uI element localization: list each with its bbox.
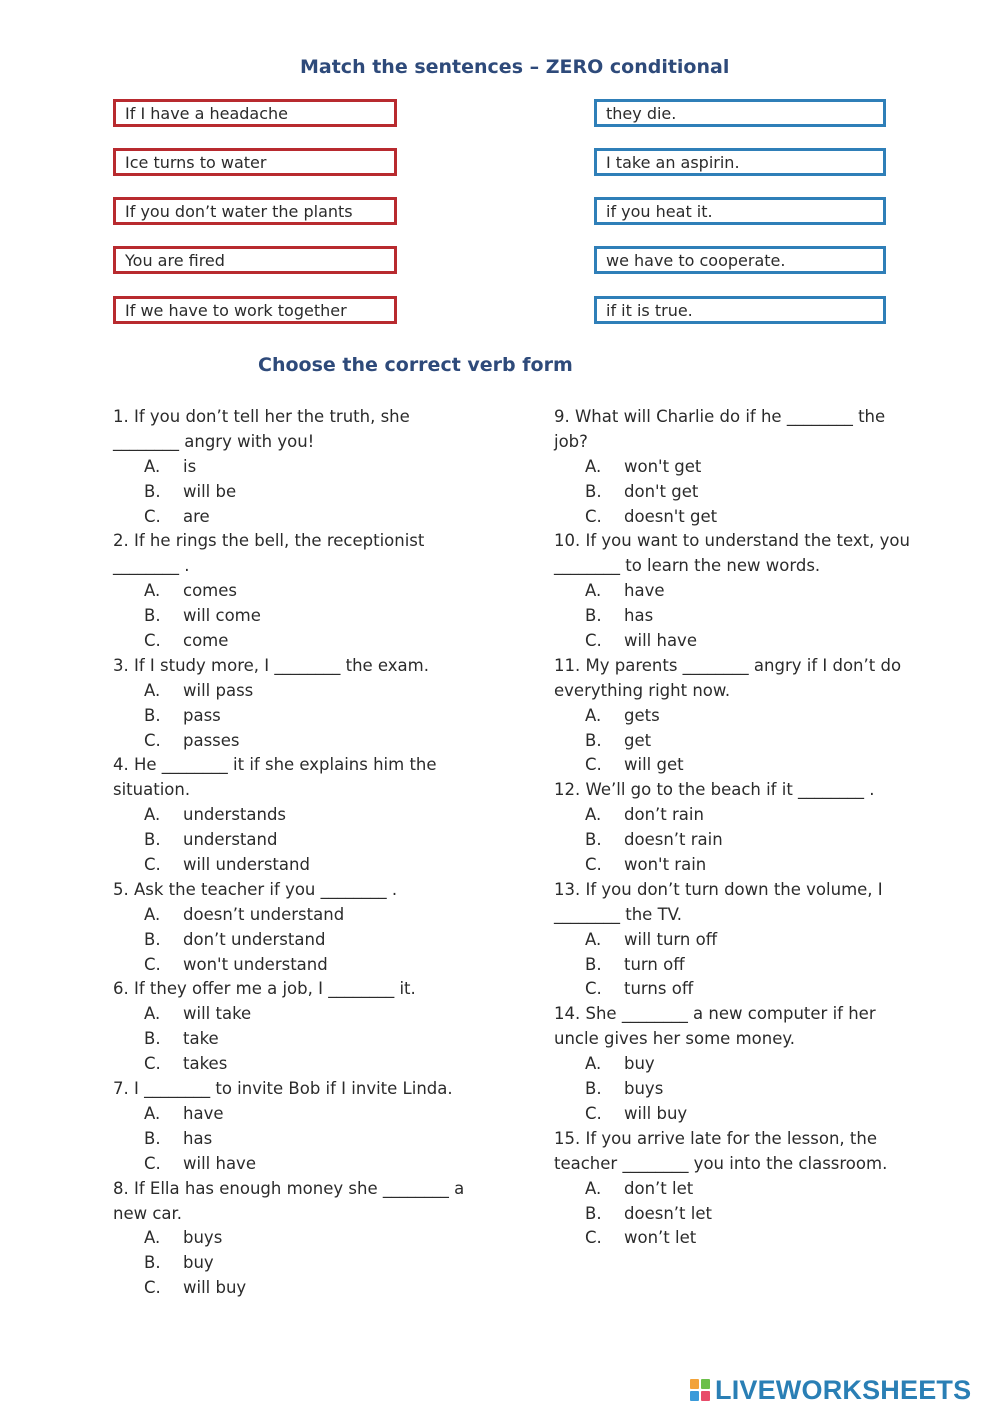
option-letter: A. [585,581,602,601]
answer-option[interactable] [113,579,503,604]
option-text: won’t let [624,1228,697,1248]
questions-column-left [113,405,503,1301]
option-text: buys [183,1228,223,1248]
question-text: ________ to learn the new words. [554,556,821,576]
option-letter: A. [144,581,161,601]
question-block [554,405,944,529]
option-letter: A. [585,456,602,476]
option-letter: C. [585,755,602,775]
answer-option[interactable] [113,1127,503,1152]
question-block [554,778,944,878]
answer-option[interactable] [554,505,944,530]
option-text: won't understand [183,954,328,974]
answer-option[interactable] [113,853,503,878]
option-letter: C. [585,1103,602,1123]
question-text: 5. Ask the teacher if you ________ . [113,879,398,899]
question-text: situation. [113,780,191,800]
question-text: 9. What will Charlie do if he ________ the [554,407,886,426]
left-sentence-box[interactable]: If we have to work together [113,296,397,324]
option-letter: B. [144,1253,161,1273]
answer-option[interactable] [554,604,944,629]
answer-option[interactable] [113,953,503,978]
left-sentence-box[interactable]: If you don’t water the plants [113,197,397,225]
option-text: buy [624,1054,655,1074]
option-letter: A. [585,929,602,949]
option-letter: A. [144,680,161,700]
option-text: don’t understand [183,929,326,949]
option-letter: A. [144,456,161,476]
question-text: teacher ________ you into the classroom. [554,1153,888,1173]
option-letter: C. [585,506,602,526]
option-letter: A. [585,805,602,825]
option-text: doesn’t let [624,1203,712,1223]
option-letter: C. [144,1054,161,1074]
option-text: will turn off [624,929,718,949]
question-block [554,1002,944,1126]
answer-option[interactable] [113,1226,503,1251]
option-letter: C. [585,855,602,875]
right-sentence-box[interactable]: if it is true. [594,296,886,324]
option-letter: B. [144,481,161,501]
answer-option[interactable] [113,803,503,828]
option-letter: C. [144,954,161,974]
question-block [113,1077,503,1177]
answer-option[interactable] [554,1177,944,1202]
option-letter: C. [144,1153,161,1173]
option-text: doesn't get [624,506,718,526]
answer-option[interactable] [554,977,944,1002]
option-text: will buy [624,1103,688,1123]
liveworksheets-logo-icon [690,1378,712,1402]
option-letter: B. [144,606,161,626]
option-text: comes [183,581,237,601]
option-letter: C. [144,631,161,651]
questions-column-right [554,405,944,1251]
option-text: won't rain [624,855,707,875]
question-block [113,405,503,529]
answer-option[interactable] [554,803,944,828]
answer-option[interactable] [113,1002,503,1027]
question-text: 11. My parents ________ angry if I don’t do [554,655,902,675]
option-text: doesn’t understand [183,904,345,924]
question-block [113,878,503,978]
option-letter: A. [144,1228,161,1248]
answer-option[interactable] [554,1202,944,1227]
option-letter: A. [144,1103,161,1123]
option-text: don’t rain [624,805,704,825]
answer-option[interactable] [113,629,503,654]
question-text: everything right now. [554,680,731,700]
answer-option[interactable] [554,1052,944,1077]
answer-option[interactable] [554,579,944,604]
option-text: have [624,581,665,601]
option-text: will come [183,606,261,626]
option-letter: B. [144,705,161,725]
option-letter: C. [585,979,602,999]
right-sentence-box[interactable]: I take an aspirin. [594,148,886,176]
answer-option[interactable] [554,928,944,953]
answer-option[interactable] [113,679,503,704]
answer-option[interactable] [554,480,944,505]
answer-option[interactable] [554,1102,944,1127]
option-letter: B. [585,481,602,501]
choose-section-title: Choose the correct verb form [258,354,573,376]
option-text: turn off [624,954,685,974]
option-letter: C. [144,730,161,750]
option-text: are [183,506,210,526]
answer-option[interactable] [113,704,503,729]
option-text: will have [624,631,697,651]
option-text: has [624,606,654,626]
question-block [554,1127,944,1251]
answer-option[interactable] [113,903,503,928]
question-text: 1. If you don’t tell her the truth, she [113,407,410,426]
option-letter: B. [144,1029,161,1049]
option-text: has [183,1128,213,1148]
option-letter: B. [144,830,161,850]
option-letter: B. [585,1203,602,1223]
option-text: will understand [183,855,310,875]
answer-option[interactable] [554,704,944,729]
option-letter: B. [585,830,602,850]
option-letter: C. [144,1278,161,1298]
question-text: ________ the TV. [554,904,683,924]
option-text: don’t let [624,1178,694,1198]
option-text: pass [183,705,221,725]
option-letter: A. [144,904,161,924]
answer-option[interactable] [554,455,944,480]
question-text: 6. If they offer me a job, I ________ it. [113,979,416,999]
option-letter: B. [585,730,602,750]
answer-option[interactable] [554,853,944,878]
answer-option[interactable] [113,1052,503,1077]
option-letter: A. [585,705,602,725]
answer-option[interactable] [554,629,944,654]
answer-option[interactable] [113,1251,503,1276]
answer-option[interactable] [113,604,503,629]
question-text: 10. If you want to understand the text, you [554,531,910,551]
option-letter: C. [144,506,161,526]
option-text: take [183,1029,219,1049]
answer-option[interactable] [113,505,503,530]
question-text: 7. I ________ to invite Bob if I invite Linda. [113,1079,453,1099]
right-sentence-box[interactable]: if you heat it. [594,197,886,225]
right-sentence-box[interactable]: they die. [594,99,886,127]
question-text: 12. We’ll go to the beach if it ________ . [554,780,875,800]
option-text: won't get [624,456,702,476]
answer-option[interactable] [554,753,944,778]
question-block [113,529,503,653]
question-block [113,1177,503,1301]
option-text: gets [624,705,660,725]
answer-option[interactable] [554,1226,944,1251]
question-text: 8. If Ella has enough money she ________ a [113,1178,465,1198]
right-sentence-box[interactable]: we have to cooperate. [594,246,886,274]
option-text: have [183,1103,224,1123]
option-text: buy [183,1253,214,1273]
question-block [113,753,503,877]
option-text: get [624,730,652,750]
option-text: will pass [183,680,254,700]
option-text: come [183,631,229,651]
option-letter: A. [585,1178,602,1198]
match-section-title: Match the sentences – ZERO conditional [300,56,730,78]
question-text: 15. If you arrive late for the lesson, the [554,1128,877,1148]
answer-option[interactable] [113,1102,503,1127]
option-letter: B. [585,954,602,974]
question-text: 2. If he rings the bell, the receptionist [113,531,425,551]
left-sentence-box[interactable]: If I have a headache [113,99,397,127]
option-letter: B. [144,1128,161,1148]
option-text: passes [183,730,240,750]
question-text: uncle gives her some money. [554,1029,796,1049]
question-text: 4. He ________ it if she explains him the [113,755,437,775]
option-text: don't get [624,481,699,501]
option-letter: A. [144,1004,161,1024]
option-text: will be [183,481,237,501]
left-sentence-box[interactable]: You are fired [113,246,397,274]
option-letter: A. [144,805,161,825]
answer-option[interactable] [113,480,503,505]
option-text: will have [183,1153,256,1173]
question-block [554,878,944,1002]
option-text: understand [183,830,278,850]
answer-option[interactable] [554,729,944,754]
question-block [554,654,944,778]
option-letter: A. [585,1054,602,1074]
option-text: will take [183,1004,252,1024]
option-text: takes [183,1054,228,1074]
question-text: new car. [113,1203,183,1223]
answer-option[interactable] [113,729,503,754]
option-letter: C. [144,855,161,875]
option-letter: B. [585,1079,602,1099]
left-sentence-box[interactable]: Ice turns to water [113,148,397,176]
footer-logo[interactable] [690,1375,971,1405]
answer-option[interactable] [113,1152,503,1177]
question-text: ________ . [113,556,190,576]
answer-option[interactable] [113,828,503,853]
question-block [113,977,503,1077]
answer-option[interactable] [554,1077,944,1102]
question-text: 13. If you don’t turn down the volume, I [554,879,883,899]
question-text: ________ angry with you! [113,431,315,451]
question-text: 3. If I study more, I ________ the exam. [113,655,429,675]
question-text: 14. She ________ a new computer if her [554,1004,876,1024]
question-block [113,654,503,754]
question-block [554,529,944,653]
option-text: is [183,456,197,476]
answer-option[interactable] [113,455,503,480]
option-letter: C. [585,631,602,651]
option-letter: B. [144,929,161,949]
option-text: doesn’t rain [624,830,723,850]
option-letter: B. [585,606,602,626]
answer-option[interactable] [554,828,944,853]
option-text: buys [624,1079,664,1099]
answer-option[interactable] [113,1027,503,1052]
option-text: will buy [183,1278,247,1298]
answer-option[interactable] [113,1276,503,1301]
brand-name: LIVEWORKSHEETS [715,1374,972,1405]
option-letter: C. [585,1228,602,1248]
option-text: understands [183,805,287,825]
answer-option[interactable] [113,928,503,953]
option-text: turns off [624,979,694,999]
answer-option[interactable] [554,953,944,978]
question-text: job? [554,431,588,451]
option-text: will get [624,755,684,775]
